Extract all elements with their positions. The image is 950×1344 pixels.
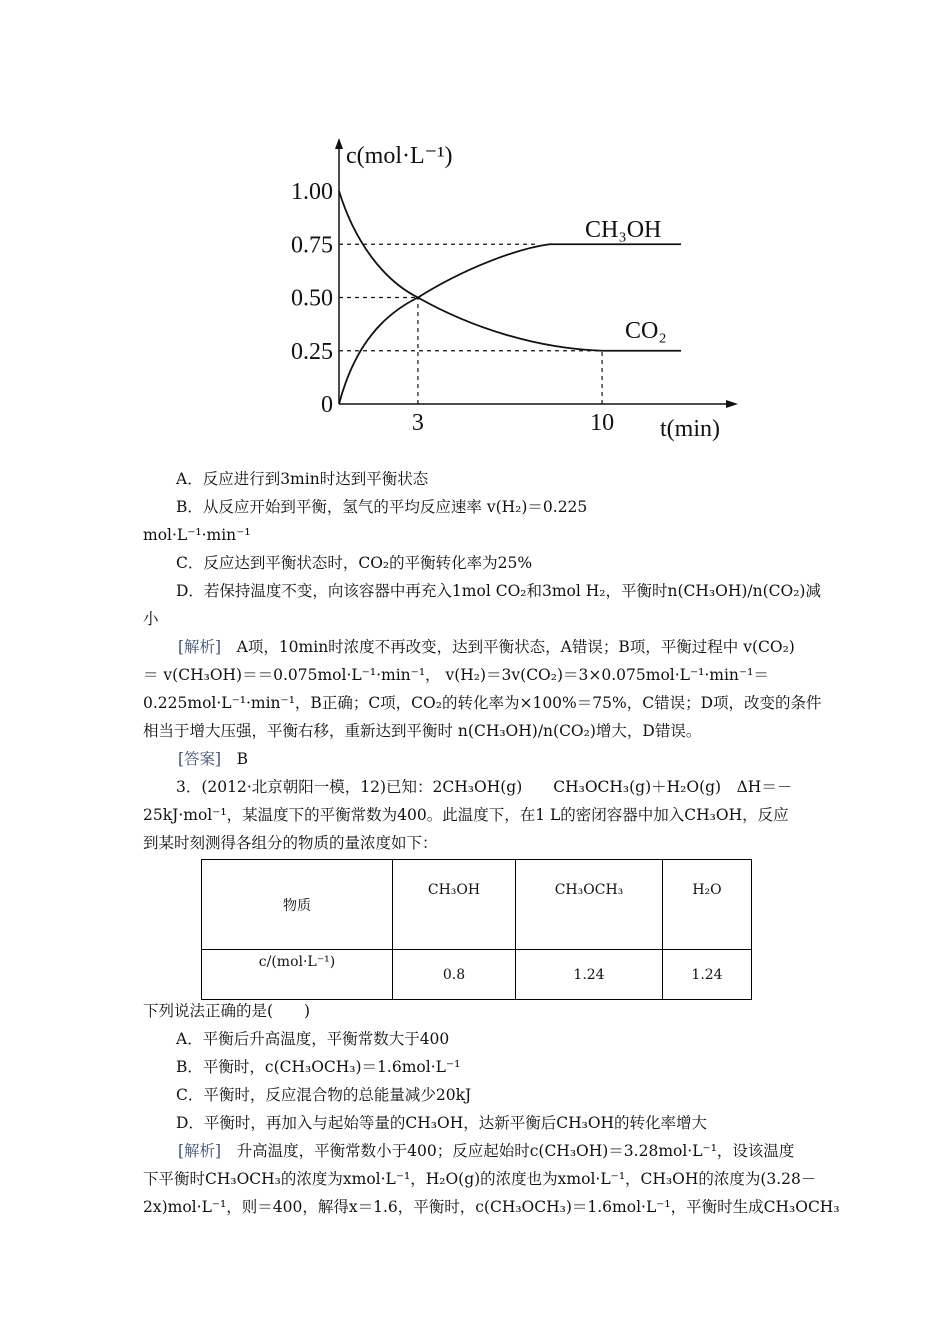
q3-option-b: B．平衡时，c(CH₃OCH₃)＝1.6mol·L⁻¹ [176,1058,461,1076]
analysis-text: 升高温度，平衡常数小于400；反应起始时c(CH₃OH)＝3.28mol·L⁻¹，设该温度 [236,1142,795,1160]
table-header-cell: CH₃OCH₃ [516,860,663,950]
y-tick-label: 0 [321,392,333,418]
q2-answer [178,748,248,770]
x-axis-arrow [726,400,738,408]
q2-option-c: C．反应达到平衡状态时，CO₂的平衡转化率为25% [176,554,533,572]
table-header-cell: 物质 [202,860,393,950]
q3-stem-line3: 到某时刻测得各组分的物质的量浓度如下： [143,834,438,852]
q3-stem-line2: 25kJ·mol⁻¹，某温度下的平衡常数为400。此温度下，在1 L的密闭容器中加入CH₃OH，反应 [143,806,789,824]
table-cell: 1.24 [516,950,663,1000]
concentration-time-chart [280,130,750,450]
q3-ask: 下列说法正确的是( ) [143,1002,311,1020]
q2-analysis-line4: 相当于增大压强，平衡右移，重新达到平衡时 n(CH₃OH)/n(CO₂)增大，D错误。 [143,722,702,740]
q3-analysis-line3: 2x)mol·L⁻¹，则＝400，解得x＝1.6，平衡时，c(CH₃OCH₃)＝1.6mol·L⁻¹，平衡时生成CH₃OCH₃ [143,1198,840,1216]
q2-analysis-line1 [178,636,795,658]
q2-option-a: A．反应进行到3min时达到平衡状态 [176,470,429,488]
analysis-tag: [解析] [178,1142,222,1160]
q2-option-b: B．从反应开始到平衡，氢气的平均反应速率 v(H₂)＝0.225 [176,498,588,516]
q3-analysis-line2: 下平衡时CH₃OCH₃的浓度为xmol·L⁻¹，H₂O(g)的浓度也为xmol·L⁻¹，CH₃OH的浓度为(3.28－ [143,1170,817,1188]
x-tick-label: 3 [411,410,424,436]
concentration-table [201,859,752,1000]
analysis-tag: [解析] [178,638,222,656]
table-cell: 0.8 [393,950,516,1000]
table-cell: c/(mol·L⁻¹) [202,950,393,1000]
x-axis-label: t(min) [660,416,720,442]
table-header-cell: CH₃OH [393,860,516,950]
q3-stem-line1: 3．(2012·北京朝阳一模，12)已知：2CH₃OH(g) CH₃OCH₃(g)＋H₂O(g) ΔH＝－ [176,778,793,796]
y-tick-label: 0.75 [291,232,333,259]
table-row [202,950,752,1000]
q2-option-b-cont: mol·L⁻¹·min⁻¹ [143,526,251,544]
series-label-co2: CO₂ [625,318,667,344]
table-cell: 1.24 [663,950,752,1000]
q2-analysis-line3: 0.225mol·L⁻¹·min⁻¹，B正确；C项，CO₂的转化率为×100%＝75%，C错误；D项，改变的条件 [143,694,822,712]
q2-analysis-line2: ＝ v(CH₃OH)＝＝0.075mol·L⁻¹·min⁻¹， v(H₂)＝3v(CO₂)＝3×0.075mol·L⁻¹·min⁻¹＝ [143,666,769,684]
y-axis-label: c(mol·L⁻¹) [346,143,453,169]
y-axis-arrow [335,138,343,149]
analysis-text: A项，10min时浓度不再改变，达到平衡状态，A错误；B项，平衡过程中 v(CO₂) [236,638,795,656]
answer-value: B [236,750,249,768]
q2-option-d: D．若保持温度不变，向该容器中再充入1mol CO₂和3mol H₂，平衡时n(CH₃OH)/n(CO₂)减 [176,582,821,600]
chart-guide-lines [339,244,602,404]
table-header-row [202,860,752,950]
y-tick-label: 1.00 [291,179,333,205]
q3-option-a: A．平衡后升高温度，平衡常数大于400 [176,1030,450,1048]
table-header-cell: H₂O [663,860,752,950]
q3-option-c: C．平衡时，反应混合物的总能量减少20kJ [176,1086,472,1104]
chart-axes [335,138,738,408]
q3-option-d: D．平衡时，再加入与起始等量的CH₃OH，达新平衡后CH₃OH的转化率增大 [176,1114,708,1132]
q3-analysis-line1 [178,1140,794,1162]
y-tick-label: 0.50 [291,285,333,312]
x-tick-label: 10 [590,410,615,436]
y-tick-label: 0.25 [291,338,333,365]
answer-tag: [答案] [178,750,222,768]
series-label-ch3oh: CH₃OH [585,217,662,243]
chart-labels [291,143,720,442]
q2-option-d-cont: 小 [143,610,159,628]
